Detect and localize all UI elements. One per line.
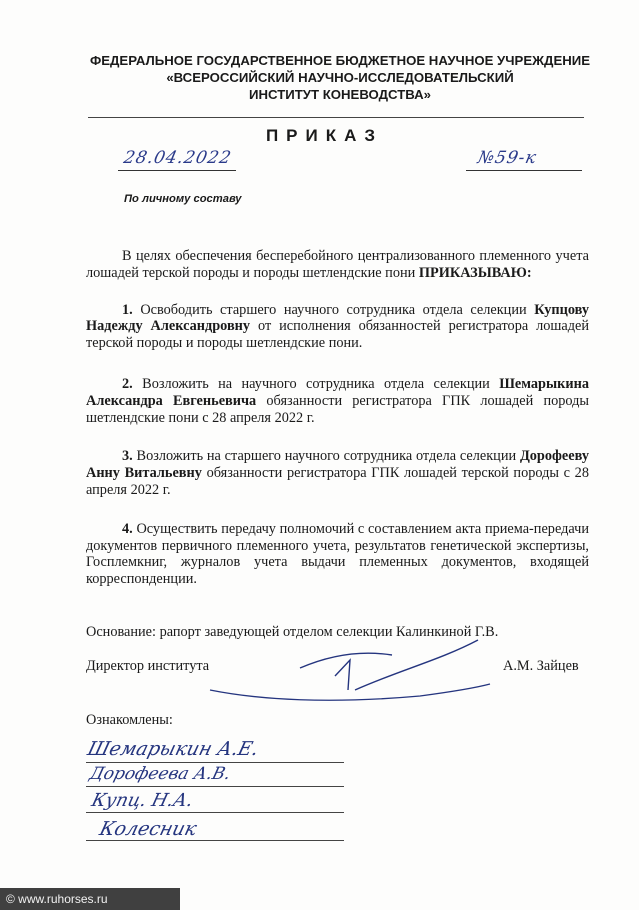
signature-line <box>86 786 344 787</box>
site-watermark: © www.ruhorses.ru <box>0 888 180 910</box>
order-date: 28.04.2022 <box>121 148 234 168</box>
signature-line <box>86 840 344 841</box>
item-lead: Возложить на старшего научного сотрудника отдела селекции <box>136 448 517 465</box>
item-lead: Осуществить передачу полномочий с составлением акта приема-передачи документов первичного племенного учета, результатов генетической экспертизы, Госплемкниг, журналов учета выдачи племенных документов, входящей корреспонденции. <box>86 520 589 588</box>
item-person: Шемарыкина Александра Евгеньевича <box>86 375 590 409</box>
item-number: 2. <box>122 375 133 392</box>
acknowledged-label: Ознакомлены: <box>86 712 173 728</box>
header-line-3: ИНСТИТУТ КОНЕВОДСТВА» <box>249 87 431 102</box>
header-line-1: ФЕДЕРАЛЬНОЕ ГОСУДАРСТВЕННОЕ БЮДЖЕТНОЕ НАУЧНОЕ УЧРЕЖДЕНИЕ <box>89 53 591 68</box>
preamble-text: В целях обеспечения бесперебойного централизованного племенного учета лошадей терской породы и породы шетлендские пони <box>86 248 589 281</box>
director-name: А.М. Зайцев <box>503 658 579 674</box>
signature-line <box>86 762 344 763</box>
item-lead: Возложить на научного сотрудника отдела селекции <box>142 375 490 392</box>
director-title: Директор института <box>86 658 210 674</box>
item-tail: обязанности регистратора ГПК лошадей терской породы с 28 апреля 2022 г. <box>86 465 589 498</box>
signature-kolesnik: Колесник <box>97 818 199 840</box>
order-basis: Основание: рапорт заведующей отделом селекции Калинкиной Г.В. <box>86 624 499 640</box>
item-person: Купцову Надежду Александровну <box>86 301 590 335</box>
item-number: 4. <box>122 520 133 537</box>
signature-line <box>86 812 344 813</box>
order-subject: По личному составу <box>124 193 242 205</box>
document-title: ПРИКАЗ <box>265 126 384 145</box>
header-line-2: «ВСЕРОССИЙСКИЙ НАУЧНО-ИССЛЕДОВАТЕЛЬСКИЙ <box>166 70 514 85</box>
directive: ПРИКАЗЫВАЮ: <box>418 264 532 281</box>
signature-dorofeeva: Дорофеева А.В. <box>87 764 233 784</box>
signature-kuptsova: Купц. Н.А. <box>89 790 196 811</box>
item-lead: Освободить старшего научного сотрудника отдела селекции <box>140 301 527 318</box>
item-tail: от исполнения обязанностей регистратора лошадей терской породы и породы шетлендские пони. <box>86 318 590 352</box>
item-person: Дорофееву Анну Витальевну <box>86 448 589 482</box>
item-tail: обязанности регистратора ГПК лошадей породы шетлендские пони с 28 апреля 2022 г. <box>86 392 590 426</box>
order-number: №59-к <box>475 148 539 168</box>
signature-shemarykin: Шемарыкин А.Е. <box>85 738 261 760</box>
item-number: 1. <box>122 301 133 318</box>
item-number: 3. <box>122 448 133 465</box>
